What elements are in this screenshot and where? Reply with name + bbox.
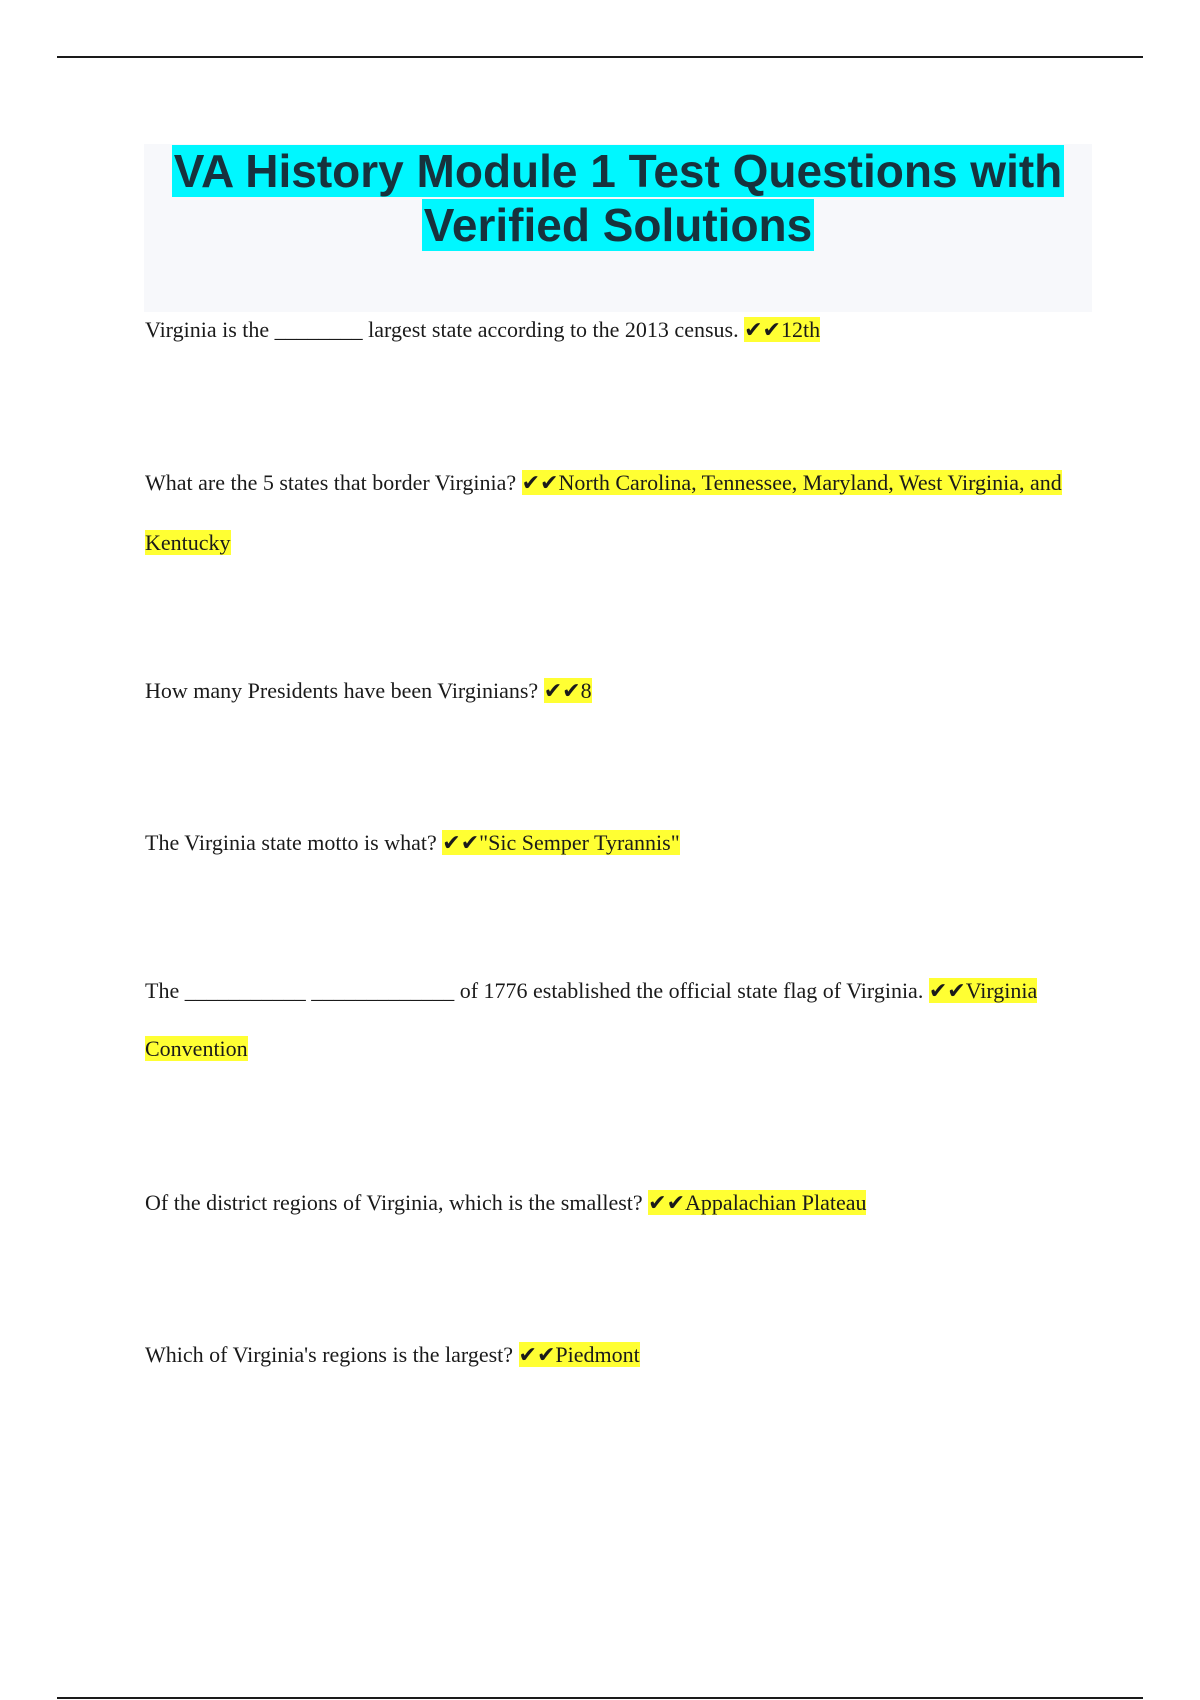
top-rule	[57, 56, 1143, 58]
answer-highlight	[544, 678, 592, 703]
question-text: The ___________ _____________ of 1776 established the official state flag of Virginia.	[145, 978, 929, 1003]
title-block	[144, 144, 1092, 312]
qa-item-5	[145, 962, 1085, 1078]
answer-text: 8	[580, 678, 592, 703]
double-check-icon: ✔✔	[518, 1342, 556, 1367]
question-text: How many Presidents have been Virginians?	[145, 678, 544, 703]
answer-highlight	[519, 1342, 640, 1367]
double-check-icon: ✔✔	[543, 678, 581, 703]
answer-highlight	[442, 830, 679, 855]
answer-text: Appalachian Plateau	[685, 1190, 867, 1215]
qa-item-2	[145, 453, 1085, 573]
double-check-icon: ✔✔	[744, 317, 781, 342]
double-check-icon: ✔✔	[442, 830, 480, 855]
bottom-rule	[57, 1697, 1143, 1699]
answer-highlight	[648, 1190, 866, 1215]
question-text: The Virginia state motto is what?	[145, 830, 443, 855]
qa-item-7	[145, 1325, 1085, 1385]
double-check-icon: ✔✔	[521, 470, 559, 495]
title-text: VA History Module 1 Test Questions with Verified Solutions	[173, 145, 1063, 251]
qa-item-6	[145, 1173, 1085, 1233]
question-text: Virginia is the ________ largest state according to the 2013 census.	[145, 317, 745, 342]
qa-item-4	[145, 813, 1085, 873]
answer-text: 12th	[780, 317, 821, 342]
answer-text: Piedmont	[555, 1342, 640, 1367]
double-check-icon: ✔✔	[648, 1190, 686, 1215]
document-title	[144, 144, 1092, 252]
question-text: What are the 5 states that border Virginia?	[145, 470, 522, 495]
qa-item-3	[145, 661, 1085, 721]
double-check-icon: ✔✔	[928, 978, 966, 1003]
question-text: Of the district regions of Virginia, which is the smallest?	[145, 1190, 649, 1215]
question-text: Which of Virginia's regions is the largest?	[145, 1342, 519, 1367]
answer-text: North Carolina, Tennessee, Maryland, West Virginia, and Kentucky	[145, 470, 1062, 555]
answer-highlight	[744, 317, 820, 342]
qa-item-1	[145, 300, 1085, 360]
answer-text: Virginia Convention	[145, 978, 1038, 1061]
answer-text: "Sic Semper Tyrannis"	[479, 830, 680, 855]
